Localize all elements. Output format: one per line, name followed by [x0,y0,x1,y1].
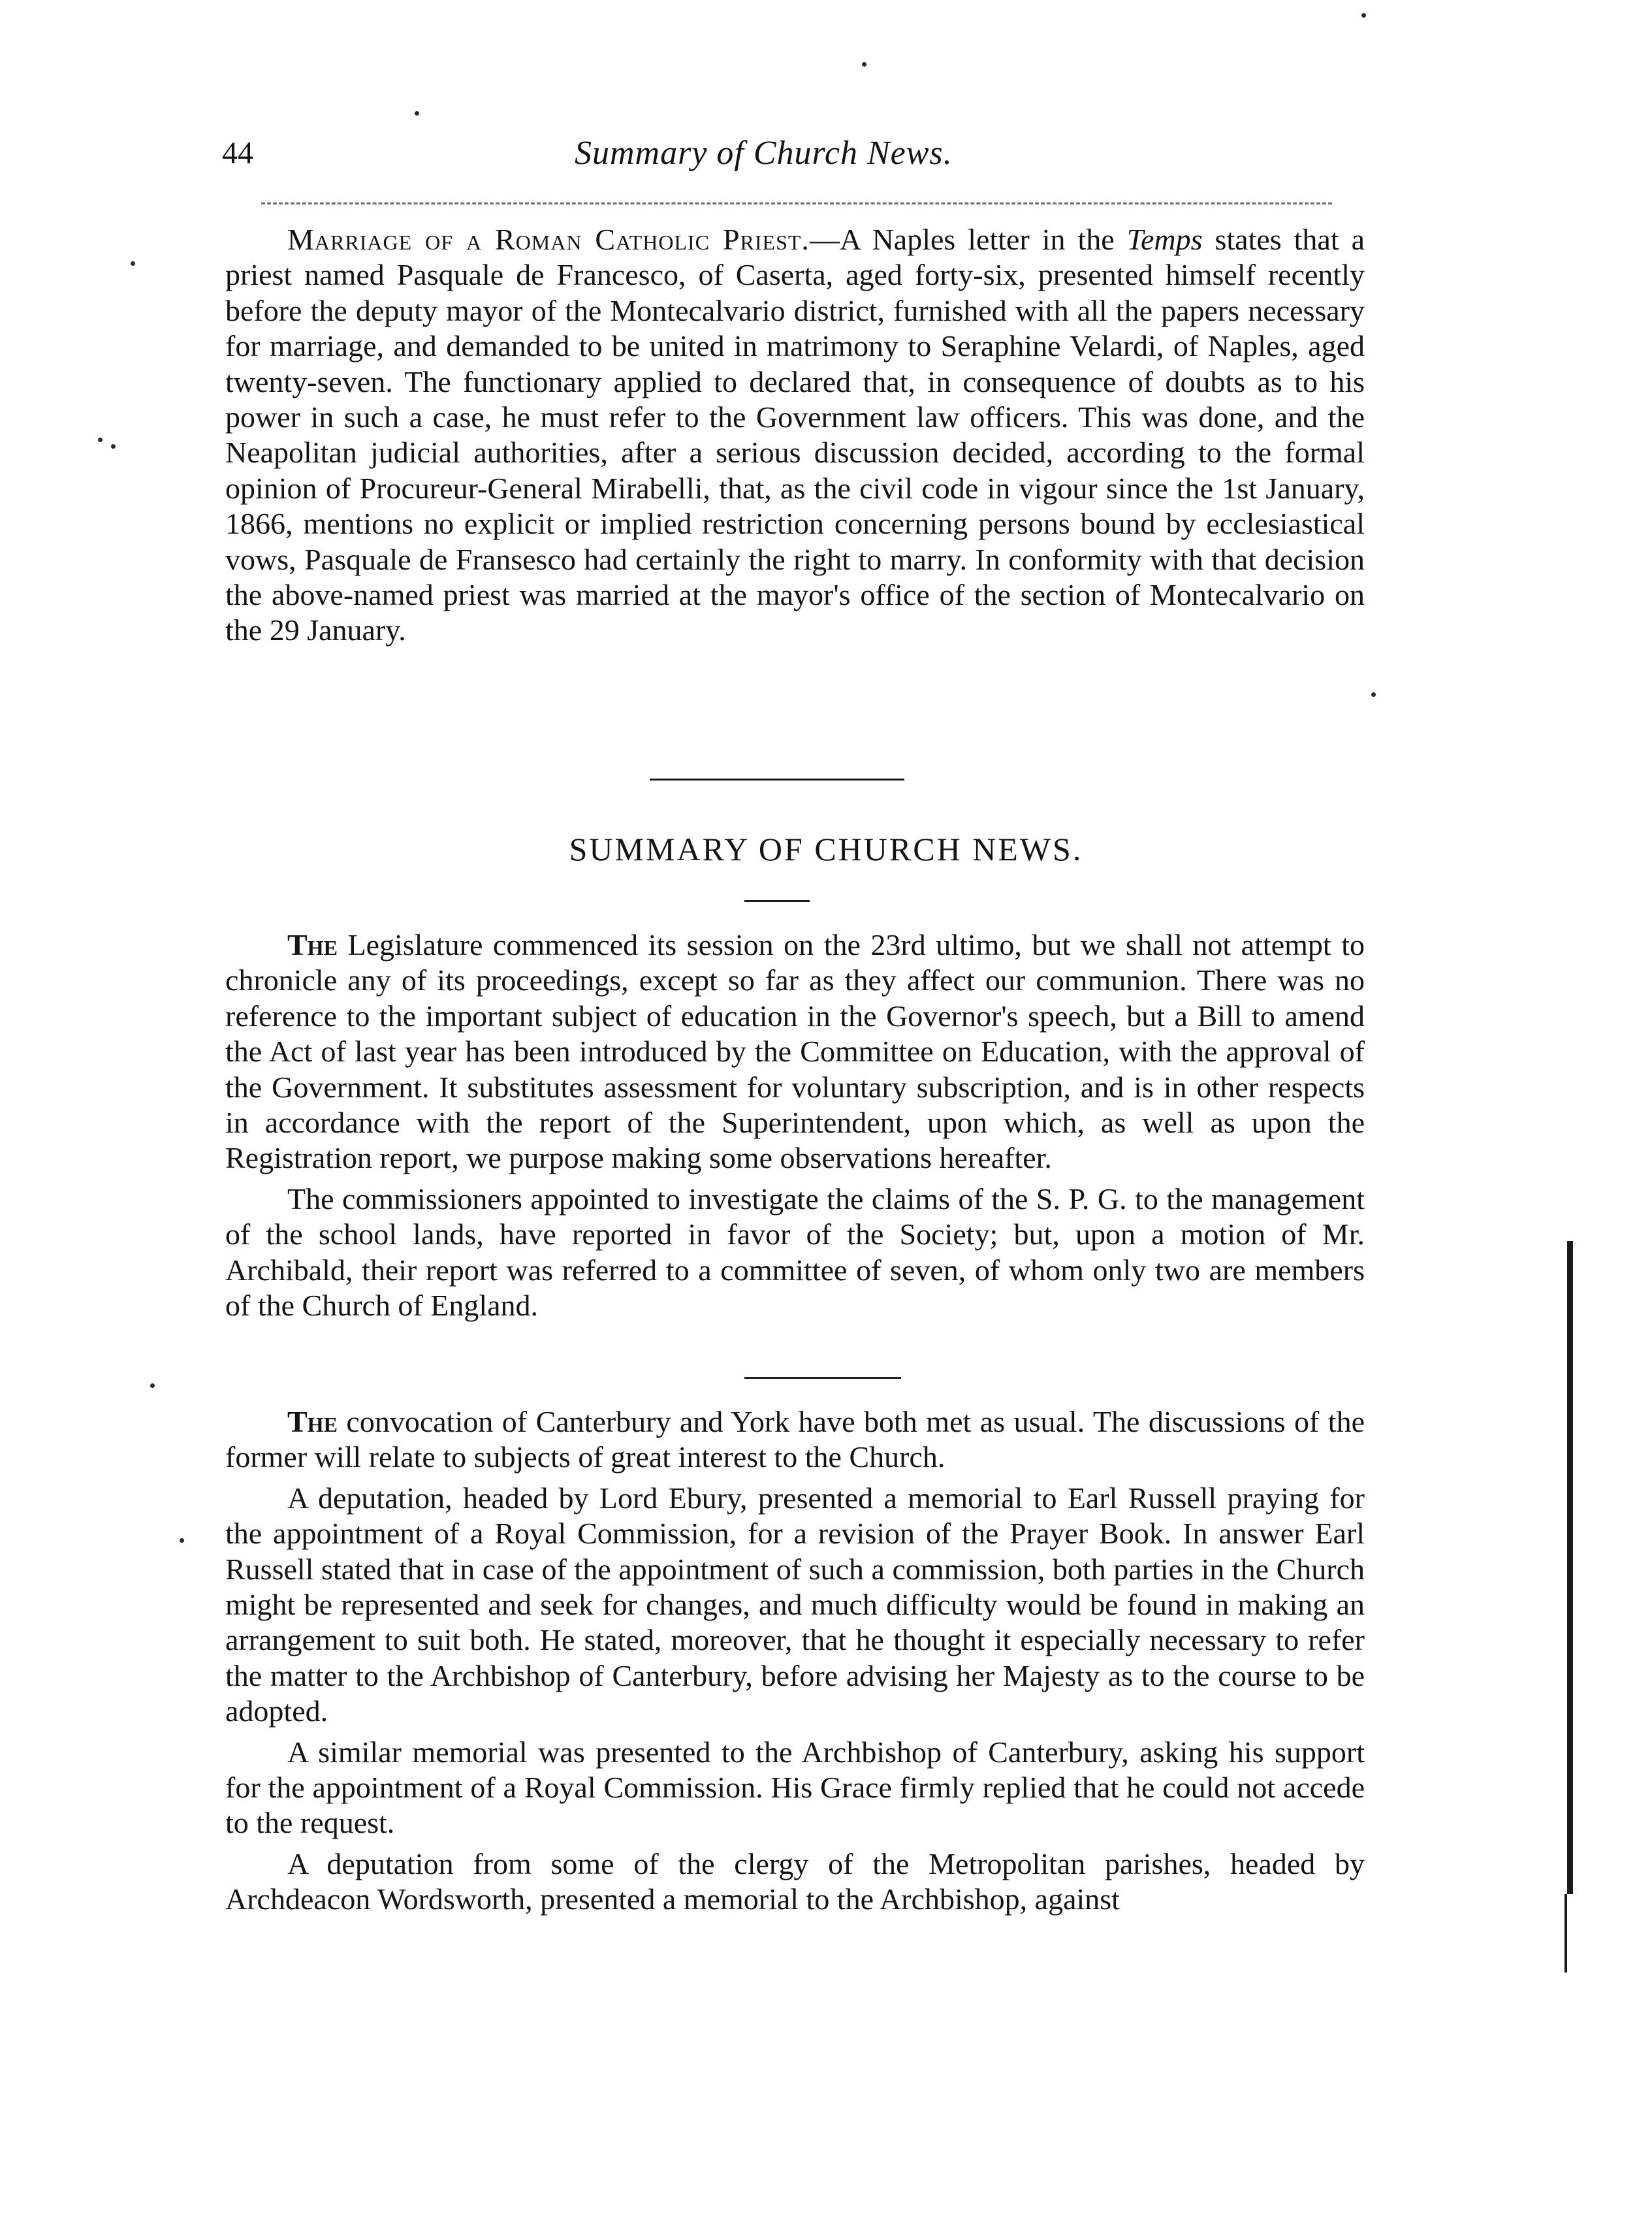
header-rule [261,202,1332,204]
scan-speck [98,438,103,442]
scan-speck [415,111,419,116]
separator-rule [650,779,904,781]
paragraph-legislature [225,927,1365,1176]
scan-speck [180,1538,184,1543]
paragraph-ebury-deputation: A deputation, headed by Lord Ebury, presented a memorial to Earl Russell praying for the appointment of a Royal Commission, for a revision of the Prayer Book. In answer Earl Russell stated that in case of the appointment of such a commission, both parties in the Church might be represented and seek for changes, and much difficulty would be found in making an arrangement to suit both. He stated, moreover, that he thought it especially necessary to refer the matter to the Archbishop of Canterbury, before advising her Majesty as to the course to be adopted. [225,1481,1365,1728]
paragraph-commissioners: The commissioners appointed to investigate the claims of the S. P. G. to the management of the school lands, have reported in favor of the Society; but, upon a motion of Mr. Archibald, their report was referred to a committee of seven, of whom only two are members of the Church of England. [225,1182,1365,1323]
page-header [222,134,1397,193]
article-marriage-of-priest [225,222,1365,649]
scan-edge-mark [1565,1894,1567,1973]
scan-edge-mark [1567,1241,1573,1894]
article-run-in-heading: Marriage of a Roman Catholic Priest. [287,223,810,256]
article-text-start: —A Naples letter in the [809,223,1127,256]
scan-speck [150,1383,155,1388]
lead-word: The [287,1405,338,1438]
news-block-legislature [225,927,1365,1323]
paragraph-convocation [225,1404,1365,1475]
separator-rule [744,1377,901,1379]
scan-speck [111,444,116,449]
article-text-rest: states that a priest named Pasquale de Francesco, of Caserta, aged forty-six, presented himself recently before the deputy mayor of the Montecalvario district, furnished with all the papers necessary for marriage, and demanded to be united in matrimony to Seraphine Velardi, of Naples, aged twenty-seven. The functionary applied to declared that, in consequence of doubts as to his power in such a case, he must refer to the Government law officers. This was done, and the Neapolitan judicial authorities, after a serious discussion decided, according to the formal opinion of Procureur-General Mirabelli, that, as the civil code in vigour since the 1st January, 1866, mentions no explicit or implied restriction concerning persons bound by ecclesiastical vows, Pasquale de Fransesco had certainly the right to marry. In conformity with that decision the above-named priest was married at the mayor's office of the section of Montecalvario on the 29 January. [225,223,1365,647]
running-title: Summary of Church News. [575,135,953,172]
newspaper-name: Temps [1126,223,1203,256]
page-number: 44 [222,136,253,170]
paragraph-text: Legislature commenced its session on the 23rd ultimo, but we shall not attempt to chronicle any of its proceedings, except so far as they affect our communion. There was no reference to the important subject of education in the Governor's speech, but a Bill to amend the Act of last year has been introduced by the Committee on Education, with the approval of the Government. It substitutes assessment for voluntary subscription, and is in other respects in accordance with the report of the Superintendent, upon which, as well as upon the Registration report, we purpose making some observations hereafter. [225,928,1365,1175]
scan-speck [1361,13,1366,18]
paragraph-text: convocation of Canterbury and York have both met as usual. The discussions of the former will relate to subjects of great interest to the Church. [225,1405,1365,1474]
paragraph-similar-memorial: A similar memorial was presented to the Archbishop of Canterbury, asking his support for the appointment of a Royal Commission. His Grace firmly replied that he could not accede to the request. [225,1735,1365,1840]
scan-speck [131,261,135,266]
section-heading: SUMMARY OF CHURCH NEWS. [569,831,1083,867]
scan-speck [1371,692,1376,697]
scan-speck [862,62,866,67]
heading-underline [744,900,810,902]
paragraph-wordsworth-deputation: A deputation from some of the clergy of the Metropolitan parishes, headed by Archdeacon Wordsworth, presented a memorial to the Archbishop, against [225,1846,1365,1916]
news-block-convocation [225,1404,1365,1918]
lead-word: The [287,928,338,961]
